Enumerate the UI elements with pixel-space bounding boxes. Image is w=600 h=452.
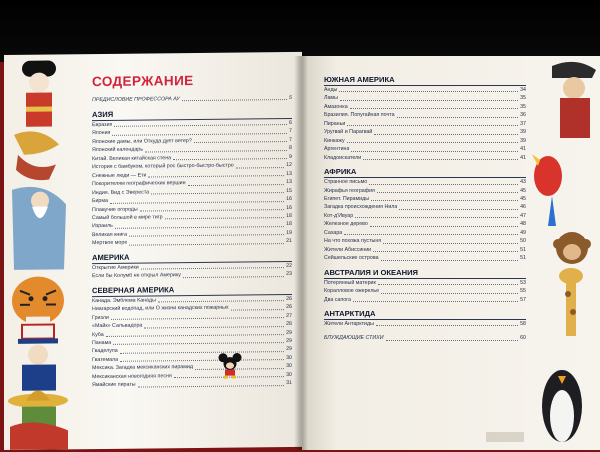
- toc-entry-label: Амазонка: [324, 103, 348, 110]
- toc-entry-page: 22: [286, 262, 292, 269]
- dot-leader: [141, 267, 284, 270]
- dragon-icon: [14, 131, 59, 180]
- toc-entry-page: 13: [286, 179, 292, 186]
- section-heading: АМЕРИКА: [92, 251, 292, 264]
- toc-entry-page: 57: [520, 296, 526, 303]
- dot-leader: [158, 300, 284, 302]
- toc-entry-page: 12: [286, 162, 292, 169]
- dot-leader: [339, 91, 518, 92]
- dot-leader: [145, 150, 287, 152]
- dot-leader: [397, 117, 519, 118]
- toc-entry-page: 21: [286, 238, 292, 245]
- toc-entry: [324, 86, 526, 94]
- dot-leader: [370, 226, 518, 227]
- toc-title: СОДЕРЖАНИЕ: [92, 73, 194, 90]
- toc-entry-label: Кладоискатели: [324, 154, 362, 161]
- dot-leader: [373, 251, 518, 252]
- toc-entry-label: «Майк» Сальвадора: [92, 322, 143, 330]
- toc-entry-label: Куба: [92, 331, 104, 338]
- toc-entry-label: Египет. Пирамиды: [324, 195, 369, 202]
- right-illustration-strip: [522, 56, 600, 450]
- toc-entry-label: Уругвай и Парагвай: [324, 129, 373, 136]
- toc-entry-page: 47: [520, 212, 526, 219]
- toc-entry-label: Загадка происхождения Нила: [324, 204, 398, 211]
- section-heading: АВСТРАЛИЯ И ОКЕАНИЯ: [324, 268, 526, 279]
- toc-entry-page: 49: [520, 229, 526, 236]
- giraffe-icon: [559, 268, 583, 336]
- toc-entry-page: 34: [520, 87, 526, 93]
- dot-leader: [129, 243, 284, 246]
- dot-leader: [144, 326, 284, 328]
- toc-entry-label: Японские дамы, или Откуда дует ветер?: [92, 137, 192, 145]
- tiger-icon: [12, 276, 64, 325]
- toc-entry-label: Ниагарский водопад, или О жизни канадских пожарных: [92, 304, 229, 313]
- toc-entry-page: 50: [520, 238, 526, 245]
- toc-entry-label: Снежные люди — Ети: [92, 172, 147, 179]
- toc-entry-page: 30: [286, 363, 292, 370]
- toc-entry: [324, 212, 526, 220]
- dot-leader: [138, 385, 285, 388]
- toc-entry: [324, 195, 526, 203]
- toc-entry-label: Панама: [92, 339, 112, 347]
- dot-leader: [381, 293, 518, 294]
- toc-entry-page: 26: [286, 295, 292, 302]
- toc-entry-label: Потерянный материк: [324, 279, 376, 286]
- toc-entry-label: Сахара: [324, 229, 343, 236]
- dot-leader: [350, 108, 518, 109]
- toc-entry-page: 18: [286, 212, 292, 220]
- toc-entry-label: Жители Абиссинии: [324, 246, 372, 253]
- toc-entry: [92, 379, 292, 390]
- toc-entry-label: Плавучие огороды: [92, 206, 138, 213]
- toc-entry-label: Два сапога: [324, 296, 351, 303]
- dot-leader: [381, 260, 519, 261]
- preface-page: 5: [289, 94, 292, 102]
- dot-leader: [151, 192, 284, 194]
- toc-entry: [324, 279, 526, 287]
- dot-leader: [355, 217, 518, 218]
- toc-entry-page: 39: [520, 129, 526, 136]
- dot-leader: [188, 184, 285, 186]
- dot-leader: [377, 192, 518, 193]
- toc-entry-label: Самый большой в мире тигр: [92, 214, 163, 222]
- toc-entry-page: 29: [286, 329, 292, 336]
- section-heading: ЮЖНАЯ АМЕРИКА: [324, 75, 526, 86]
- toc-entry: [324, 237, 526, 245]
- dot-leader: [378, 284, 518, 285]
- section-heading: АФРИКА: [324, 167, 526, 178]
- pirate-icon: [552, 62, 596, 138]
- book-gutter: [294, 56, 308, 450]
- toc-entry-page: 37: [520, 120, 526, 127]
- toc-entry-label: История с бамбуком, который рос быстро-быстро-быстро: [92, 162, 234, 171]
- toc-entry-label: Если бы Колумб не открыл Америку: [92, 272, 181, 280]
- geisha-icon: [22, 60, 56, 126]
- toc-entry-page: 29: [286, 337, 292, 345]
- toc-entry: [92, 270, 292, 281]
- dot-leader: [347, 125, 518, 126]
- toc-entry-page: 28: [286, 321, 292, 328]
- toc-entry-label: Мексиканская новогодняя песня: [92, 373, 172, 380]
- toc-entry-page: 43: [520, 179, 526, 186]
- parrot-icon: [532, 154, 562, 226]
- toc-entry-page: 19: [286, 229, 292, 236]
- toc-entry-page: 13: [286, 170, 292, 177]
- toc-entry-label: Евразия: [92, 121, 113, 129]
- toc-entry-label: Бирма: [92, 197, 108, 205]
- toc-entry-page: 35: [520, 103, 526, 110]
- toc-entry-label: Гваделупа: [92, 348, 118, 355]
- toc-entry-label: Железное дерево: [324, 221, 368, 228]
- dot-leader: [165, 218, 285, 220]
- closing-entry-page: 60: [520, 335, 526, 342]
- toc-entry-label: Гризли: [92, 314, 109, 321]
- toc-entry-page: 29: [286, 346, 292, 353]
- dot-leader: [140, 209, 284, 212]
- toc-entry-page: 53: [520, 279, 526, 286]
- toc-entry-label: Израиль: [92, 223, 113, 230]
- toc-entry-label: Жители Антарктиды: [324, 320, 374, 327]
- toc-entry-page: 26: [286, 304, 292, 311]
- left-illustration-strip: [4, 54, 74, 450]
- preface-label: ПРЕДИСЛОВИЕ ПРОФЕССОРА АУ: [92, 96, 180, 104]
- toc-entry-page: 51: [520, 246, 526, 253]
- dot-leader: [369, 184, 518, 185]
- toc-entry: [324, 203, 526, 211]
- toc-entry-label: Кинкажу: [324, 137, 345, 144]
- toc-entry-label: Анды: [324, 87, 338, 93]
- toc-entry: [324, 120, 526, 128]
- dot-leader: [129, 234, 284, 237]
- toc-entry-label: Японский календарь: [92, 146, 144, 154]
- toc-entry-label: Кот-д'Ивуар: [324, 212, 354, 219]
- toc-entry-page: 58: [520, 320, 526, 327]
- dot-leader: [347, 142, 518, 143]
- toc-entry-page: 6: [289, 119, 292, 127]
- toc-entry-label: Покорителям географических вершин: [92, 180, 186, 188]
- dot-leader: [363, 159, 518, 160]
- toc-entry-label: Жирафья география: [324, 187, 375, 194]
- toc-entry-page: 9: [289, 153, 292, 160]
- toc-entry-page: 45: [520, 195, 526, 202]
- toc-entry: [324, 128, 526, 136]
- penguin-icon: [542, 370, 582, 442]
- toc-entry-page: 30: [286, 354, 292, 361]
- toc-entry-page: 41: [520, 146, 526, 153]
- toc-entry-page: 55: [520, 288, 526, 295]
- dot-leader: [182, 99, 287, 101]
- toc-entry: [324, 137, 526, 145]
- toc-entry: [324, 154, 526, 162]
- toc-entry-label: Гватемала: [92, 356, 119, 363]
- dot-leader: [231, 309, 285, 311]
- toc-entry-label: Япония: [92, 130, 111, 137]
- toc-entry-page: 39: [520, 137, 526, 144]
- toc-entry: [92, 237, 292, 248]
- toc-entry-label: Аргентина: [324, 146, 350, 153]
- right-toc-column: [324, 75, 526, 343]
- dot-leader: [351, 151, 518, 152]
- toc-entry: [324, 254, 526, 262]
- toc-entry-page: 46: [520, 204, 526, 211]
- left-toc-column: [92, 108, 292, 390]
- toc-entry-page: 15: [286, 187, 292, 194]
- dot-leader: [173, 158, 287, 160]
- section-heading: СЕВЕРНАЯ АМЕРИКА: [92, 284, 292, 297]
- mickey-mouse-icon: [218, 353, 242, 379]
- toc-entry: [324, 229, 526, 237]
- toc-entry-page: 31: [286, 380, 292, 387]
- toc-entry: [324, 178, 526, 186]
- dot-leader: [340, 100, 518, 101]
- toc-entry-page: 51: [520, 255, 526, 262]
- toc-entry-page: 8: [289, 145, 292, 152]
- toc-entry-label: Мертвое море: [92, 240, 128, 247]
- dot-leader: [383, 243, 518, 244]
- dot-leader: [399, 209, 518, 210]
- dot-leader: [374, 134, 518, 135]
- toc-entry-page: 23: [286, 271, 292, 278]
- preface-entry: [92, 94, 292, 105]
- toc-entry-page: 35: [520, 95, 526, 102]
- toc-entry-page: 7: [289, 136, 292, 143]
- toc-entry: [324, 145, 526, 153]
- dot-leader: [236, 167, 284, 169]
- toc-entry-page: 18: [286, 221, 292, 228]
- toc-entry-page: 27: [286, 312, 292, 319]
- dot-leader: [386, 340, 519, 341]
- toc-entry-label: Бразилия. Попугайная почта: [324, 112, 395, 119]
- monkey-icon: [553, 232, 591, 264]
- right-page: [302, 56, 600, 450]
- closing-entry-label: БЛУЖДАЮЩИЕ СТИХИ: [324, 335, 384, 342]
- toc-entry-label: Открытие Америки: [92, 264, 139, 271]
- toc-entry-label: Странное письмо: [324, 179, 368, 186]
- sombrero-icon: [8, 390, 68, 450]
- toc-entry-label: Канада. Эмблема Канады: [92, 297, 156, 304]
- toc-entry-label: Великая книга: [92, 231, 128, 238]
- toc-entry-label: Сейшельские острова: [324, 255, 379, 262]
- toc-entry-label: Китай. Великая китайская стена: [92, 155, 172, 162]
- toc-entry: [324, 220, 526, 228]
- dot-leader: [194, 141, 287, 143]
- left-page: [4, 52, 302, 450]
- toc-entry-label: Индия. Вид с Эвереста: [92, 189, 150, 196]
- toc-entry-label: Ламы: [324, 95, 338, 102]
- toc-entry: [324, 296, 526, 304]
- toc-entry-page: 16: [286, 196, 292, 203]
- section-heading: АЗИЯ: [92, 108, 292, 121]
- toc-entry-page: 7: [289, 128, 292, 135]
- toc-entry-page: 41: [520, 154, 526, 161]
- library-stamp: [486, 432, 524, 442]
- toc-entry-label: Коралловое ожерелье: [324, 288, 380, 295]
- toc-entry-page: 45: [520, 187, 526, 194]
- dot-leader: [183, 276, 284, 278]
- toc-entry: [324, 320, 526, 328]
- uncle-sam-icon: [18, 324, 58, 390]
- toc-entry-label: Ямайские пираты: [92, 381, 136, 389]
- toc-entry-label: На что похожа пустыня: [324, 238, 382, 245]
- toc-entry: [324, 187, 526, 195]
- dot-leader: [376, 325, 518, 326]
- toc-entry: [324, 246, 526, 254]
- dot-leader: [353, 301, 518, 302]
- toc-entry-page: 30: [286, 371, 292, 378]
- section-heading: АНТАРКТИДА: [324, 309, 526, 320]
- toc-entry-label: Мексика. Загадка мексиканских пирамид: [92, 364, 193, 372]
- toc-entry: [324, 111, 526, 119]
- dot-leader: [344, 234, 518, 235]
- closing-entry: [324, 334, 526, 342]
- toc-entry: [324, 103, 526, 111]
- dot-leader: [371, 200, 518, 201]
- toc-entry: [324, 94, 526, 102]
- toc-entry-page: 16: [286, 204, 292, 211]
- toc-entry-page: 36: [520, 112, 526, 119]
- sage-icon: [12, 186, 66, 269]
- toc-entry-page: 48: [520, 221, 526, 228]
- toc-entry-label: Пираньи: [324, 120, 346, 127]
- dot-leader: [148, 175, 284, 177]
- toc-entry: [324, 287, 526, 295]
